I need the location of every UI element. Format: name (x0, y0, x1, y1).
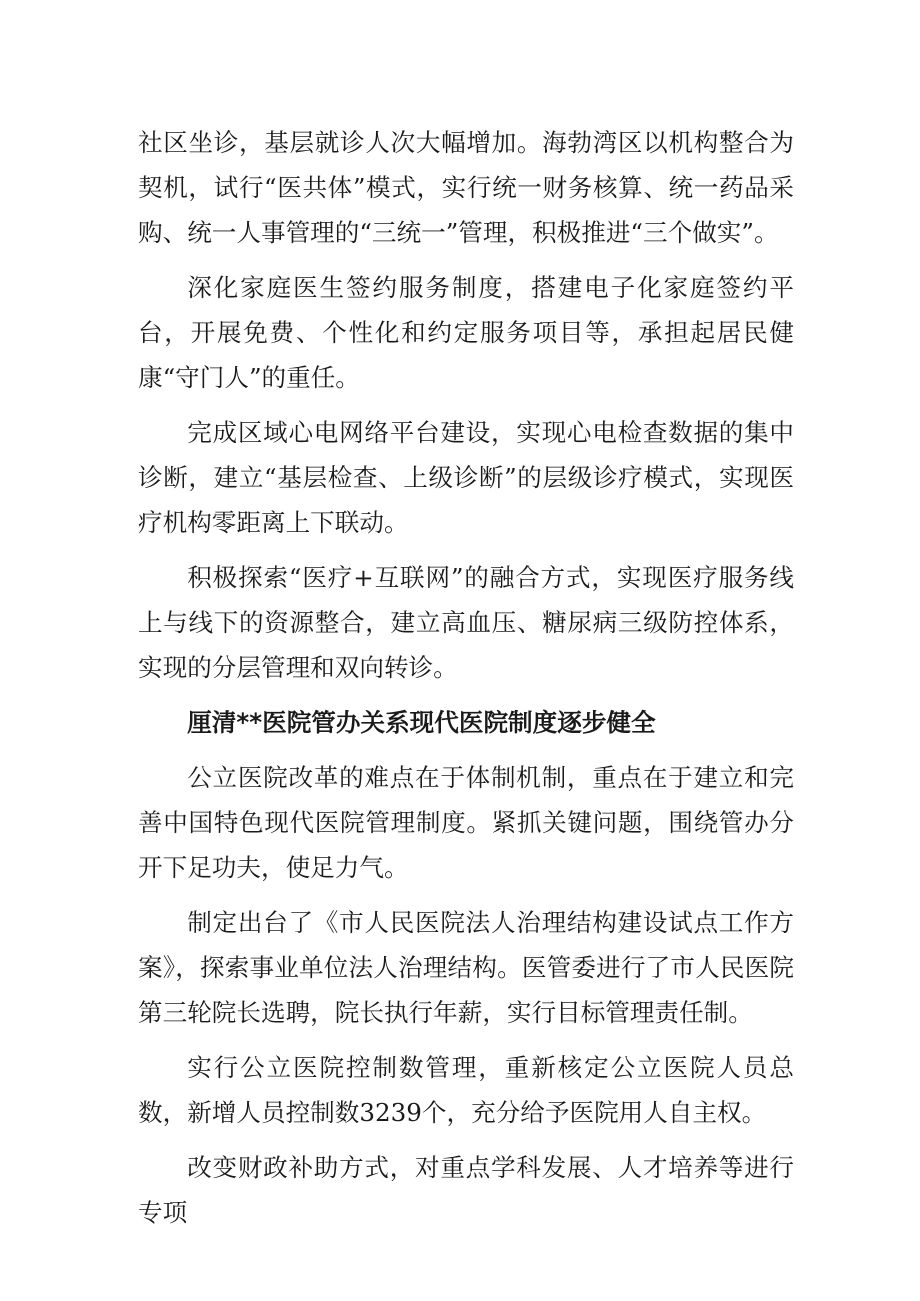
section-heading: 厘清**医院管办关系现代医院制度逐步健全 (187, 708, 656, 737)
paragraph: 积极探索“医疗+互联网”的融合方式，实现医疗服务线上与线下的资源整合，建立高血压、糖尿病三级防控体系，实现的分层管理和双向转诊。 (138, 563, 794, 682)
paragraph: 实行公立医院控制数管理，重新核定公立医院人员总数，新增人员控制数3239个，充分给予医院用人自主权。 (138, 1053, 794, 1127)
document-body (138, 120, 794, 1245)
paragraph: 制定出台了《市人民医院法人治理结构建设试点工作方案》，探索事业单位法人治理结构。医管委进行了市人民医院第三轮院长选聘，院长执行年薪，实行目标管理责任制。 (138, 908, 794, 1027)
paragraph: 社区坐诊，基层就诊人次大幅增加。海勃湾区以机构整合为契机，试行“医共体”模式，实行统一财务核算、统一药品采购、统一人事管理的“三统一”管理，积极推进“三个做实”。 (138, 128, 794, 247)
paragraph: 改变财政补助方式，对重点学科发展、人才培养等进行专项 (138, 1153, 794, 1227)
paragraph: 深化家庭医生签约服务制度，搭建电子化家庭签约平台，开展免费、个性化和约定服务项目等，承担起居民健康“守门人”的重任。 (138, 273, 794, 392)
paragraph: 公立医院改革的难点在于体制机制，重点在于建立和完善中国特色现代医院管理制度。紧抓关键问题，围绕管办分开下足功夫，使足力气。 (138, 763, 794, 882)
paragraph: 完成区域心电网络平台建设，实现心电检查数据的集中诊断，建立“基层检查、上级诊断”的层级诊疗模式，实现医疗机构零距离上下联动。 (138, 418, 794, 537)
